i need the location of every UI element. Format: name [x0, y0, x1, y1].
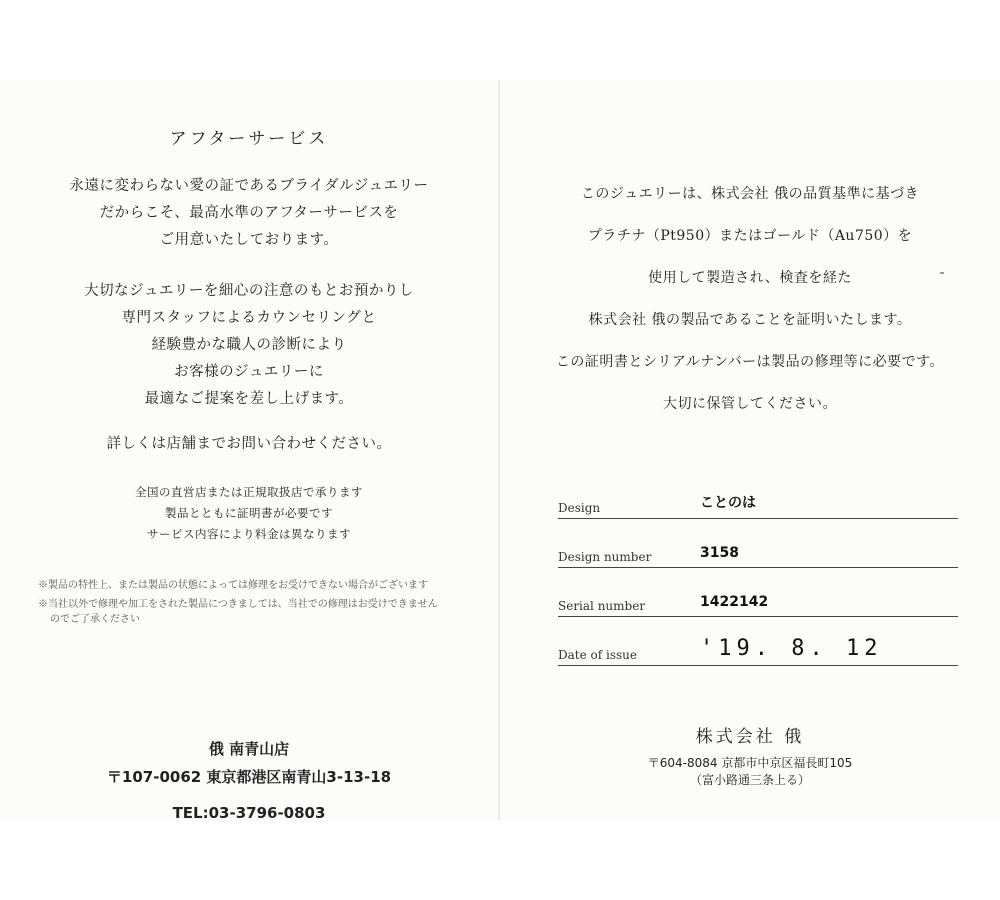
certificate-line: プラチナ（Pt950）またはゴールド（Au750）を	[587, 228, 913, 244]
field-label: Date of issue	[558, 648, 637, 662]
intro-line: ご用意いたしております。	[159, 232, 339, 248]
company-info	[500, 722, 1000, 789]
intro-line: 永遠に変わらない愛の証であるブライダルジュエリー	[69, 178, 429, 194]
certificate-line: 大切に保管してください。	[663, 396, 837, 412]
field-value-design: ことのは	[700, 495, 756, 511]
field-value-design-number: 3158	[700, 545, 739, 561]
shop-address: 〒107-0062 東京都港区南青山3-13-18	[106, 768, 392, 786]
certificate-fields	[558, 470, 958, 666]
field-value-date-of-issue: '19. 8. 12	[700, 636, 883, 661]
field-row-design	[558, 470, 958, 519]
service-line: 大切なジュエリーを細心の注意のもとお預かりし	[84, 283, 414, 299]
service-paragraph	[0, 278, 498, 413]
condition-line: 製品とともに証明書が必要です	[165, 506, 333, 520]
intro-line: だからこそ、最高水準のアフターサービスを	[99, 205, 399, 221]
field-row-serial-number	[558, 568, 958, 617]
intro-paragraph	[0, 173, 498, 254]
note-item: ※製品の特性上、または製品の状態によっては修理をお受けできない場合がございます	[38, 580, 428, 591]
certificate-paragraph	[500, 173, 1000, 425]
service-line: 専門スタッフによるカウンセリングと	[121, 310, 377, 326]
note-item: ※当社以外で修理や加工をされた製品につきましては、当社での修理はお受けできませんのでご了承ください	[38, 599, 438, 625]
certificate-line: 株式会社 俄の製品であることを証明いたします。	[588, 312, 912, 328]
company-name: 株式会社 俄	[695, 727, 805, 747]
shop-name: 俄 南青山店	[208, 740, 290, 758]
company-address: 〒604-8084 京都市中京区福長町105	[647, 756, 853, 770]
service-line: 最適なご提案を差し上げます。	[144, 391, 354, 407]
field-row-date-of-issue	[558, 617, 958, 666]
field-label: Design number	[558, 550, 652, 564]
notes	[38, 578, 438, 631]
field-value-serial-number: 1422142	[700, 594, 769, 610]
service-line: 経験豊かな職人の診断により	[151, 337, 347, 353]
field-row-design-number	[558, 519, 958, 568]
service-line: お客様のジュエリーに	[174, 364, 324, 380]
condition-line: 全国の直営店または正規取扱店で承ります	[135, 485, 363, 499]
field-label: Serial number	[558, 599, 646, 613]
after-service-title: アフターサービス	[169, 129, 329, 149]
certificate-line: この証明書とシリアルナンバーは製品の修理等に必要です。	[555, 354, 945, 370]
shop-tel: TEL:03-3796-0803	[172, 804, 326, 822]
certificate-line: 使用して製造され、検査を経た	[648, 270, 852, 286]
field-label: Design	[558, 501, 601, 515]
shop-info	[0, 735, 498, 827]
certificate-line: このジュエリーは、株式会社 俄の品質基準に基づき	[580, 186, 920, 202]
service-conditions	[0, 482, 498, 545]
company-address-note: （富小路通三条上る）	[689, 773, 810, 787]
inquiry-text: 詳しくは店舗までお問い合わせください。	[106, 436, 392, 452]
condition-line: サービス内容により料金は異なります	[147, 527, 351, 541]
